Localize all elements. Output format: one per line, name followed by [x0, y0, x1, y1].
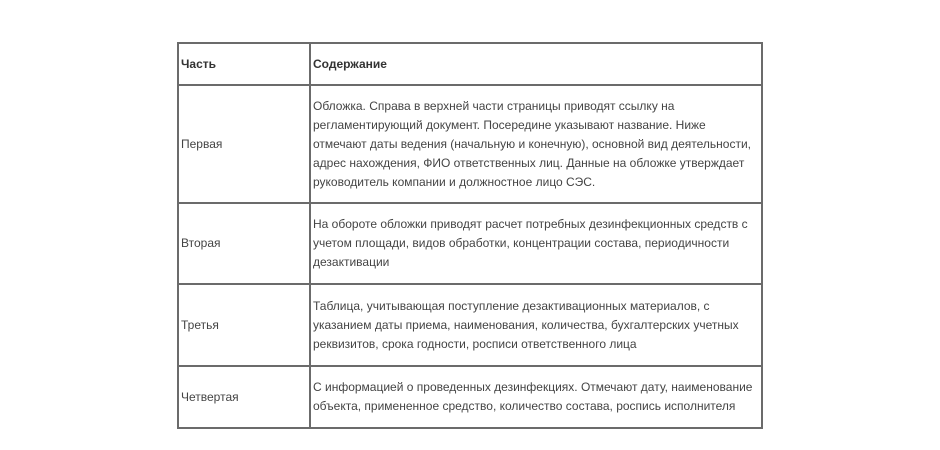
row-content: Таблица, учитывающая поступление дезактивационных материалов, с указанием даты приема, наименования, количества, бухгалтерских учетных реквизитов, срока годности, росписи ответственного лица [310, 284, 762, 366]
row-part: Вторая [178, 203, 310, 284]
table-row [178, 203, 762, 284]
row-content: С информацией о проведенных дезинфекциях. Отмечают дату, наименование объекта, примененное средство, количество состава, роспись исполнителя [310, 366, 762, 428]
header-part: Часть [178, 43, 310, 85]
row-content: На обороте обложки приводят расчет потребных дезинфекционных средств с учетом площади, видов обработки, концентрации состава, периодичности дезактивации [310, 203, 762, 284]
journal-parts-table [177, 42, 763, 429]
table-row [178, 284, 762, 366]
table-row [178, 85, 762, 203]
row-part: Четвертая [178, 366, 310, 428]
table-header-row [178, 43, 762, 85]
row-part: Третья [178, 284, 310, 366]
row-content: Обложка. Справа в верхней части страницы приводят ссылку на регламентирующий документ. Посередине указывают название. Ниже отмечают даты ведения (начальную и конечную), основной вид деятельности, адрес нахождения, ФИО ответственных лиц. Данные на обложке утверждает руководитель компании и должностное лицо СЭС. [310, 85, 762, 203]
header-content: Содержание [310, 43, 762, 85]
row-part: Первая [178, 85, 310, 203]
table-row [178, 366, 762, 428]
